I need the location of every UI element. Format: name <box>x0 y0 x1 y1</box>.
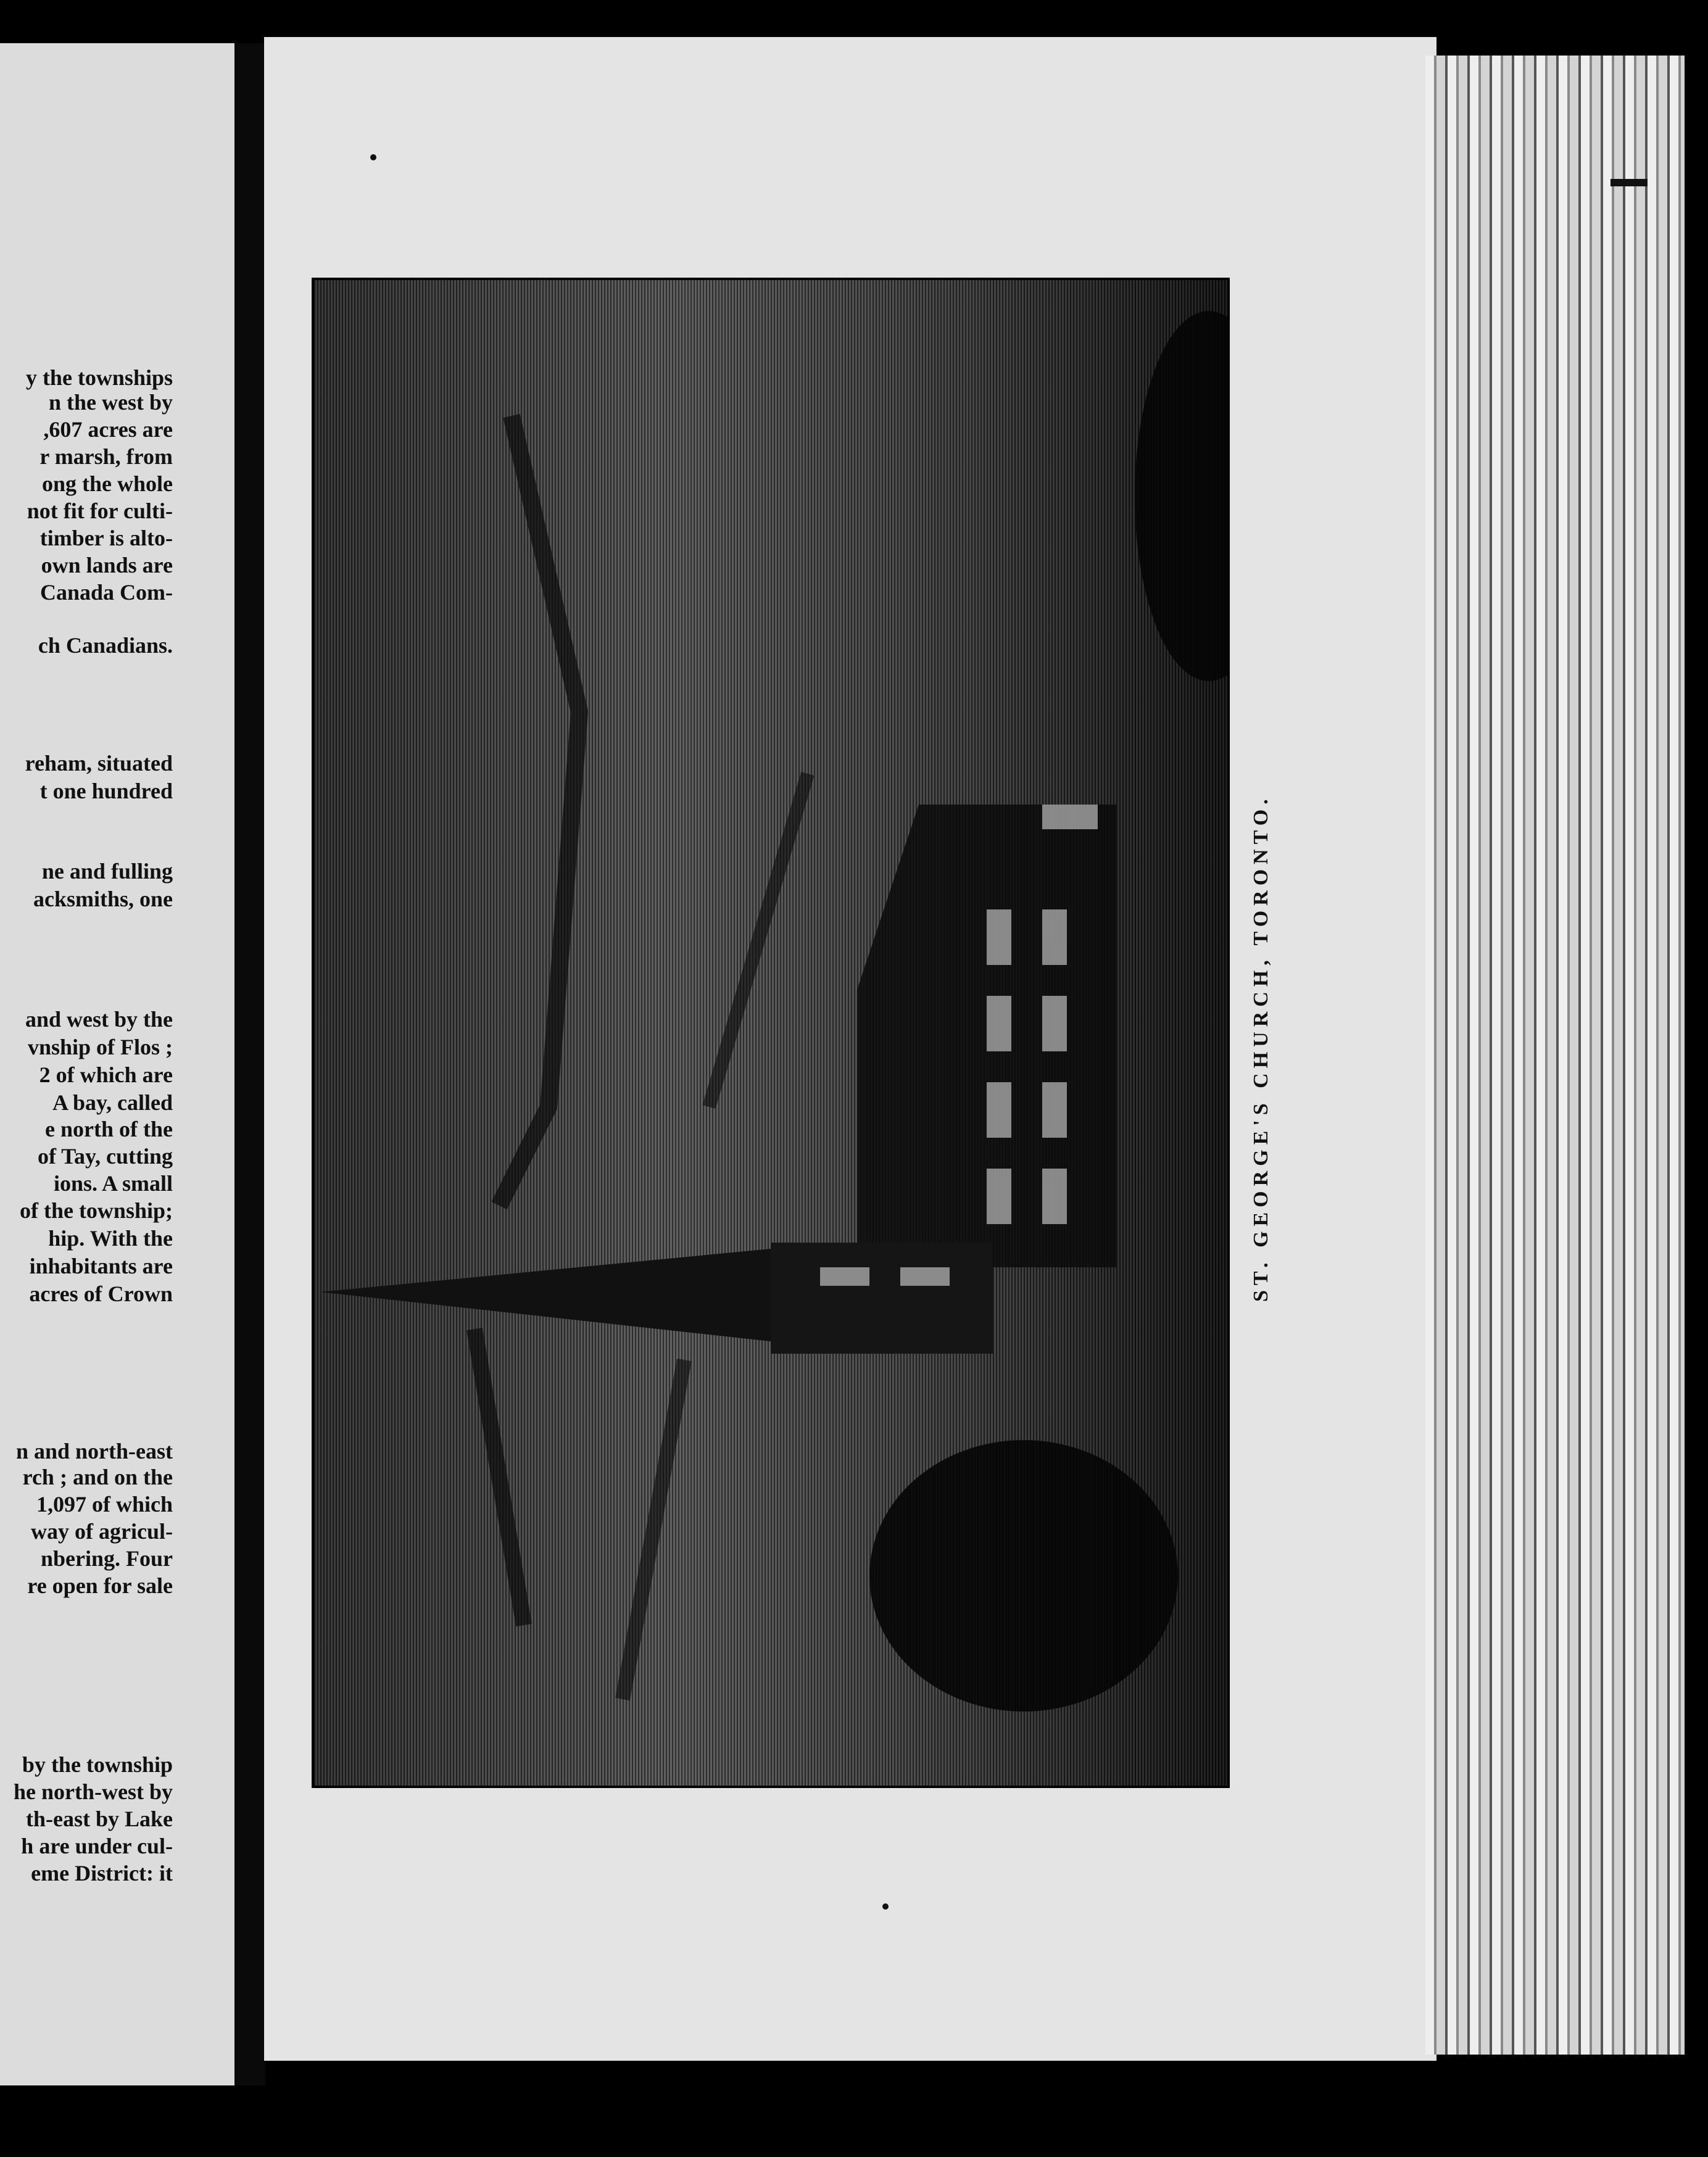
left-page-text-line: n the west by <box>48 390 173 415</box>
left-page-text-line: eme District: it <box>31 1861 173 1886</box>
church-spire-shape <box>320 1249 771 1341</box>
left-page-text-line: th-east by Lake <box>25 1807 173 1831</box>
cloud-streak <box>709 774 808 1107</box>
left-page-text-line: e north of the <box>45 1117 173 1141</box>
left-page-text-line: reham, situated <box>25 751 173 776</box>
left-page-text-line: acksmiths, one <box>33 887 173 911</box>
page-edges <box>1425 56 1685 2055</box>
left-page-text-line: ions. A small <box>53 1171 173 1196</box>
ink-speck <box>882 1903 889 1910</box>
left-page-text-line: re open for sale <box>27 1573 173 1598</box>
left-page-text-line: way of agricul- <box>31 1519 173 1544</box>
engraving-illustration <box>314 280 1227 1786</box>
left-page-text-line: r marsh, from <box>39 444 173 469</box>
left-page-text-line: vnship of Flos ; <box>27 1035 173 1059</box>
left-page-text-line: own lands are <box>41 553 173 578</box>
left-page-text-line: ,607 acres are <box>43 417 173 442</box>
left-page-text-line: and west by the <box>25 1007 173 1032</box>
plate-caption: ST. GEORGE'S CHURCH, TORONTO. <box>1250 794 1272 1302</box>
left-page-text-line: hip. With the <box>48 1226 173 1251</box>
left-page-text-line: timber is alto- <box>39 526 173 550</box>
left-page-text-line: of Tay, cutting <box>37 1144 173 1169</box>
left-page-text-line: n and north-east <box>15 1439 173 1464</box>
church-engraving-plate <box>312 278 1230 1788</box>
left-page-text-line: t one hundred <box>39 779 173 803</box>
left-page <box>0 43 234 2085</box>
left-page-text-line: not fit for culti- <box>27 499 173 523</box>
left-page-text-line: of the township; <box>19 1198 173 1223</box>
left-page-text-line: y the townships <box>25 365 173 390</box>
left-page-text-line: 1,097 of which <box>36 1492 173 1517</box>
tree-shape <box>869 1440 1178 1712</box>
left-page-text-line: rch ; and on the <box>22 1465 173 1489</box>
left-page-text-line: nbering. Four <box>40 1546 173 1571</box>
cloud-streak <box>499 416 579 1206</box>
left-page-text-line: ch Canadians. <box>38 633 173 658</box>
left-page-text-line: h are under cul- <box>21 1834 173 1858</box>
left-page-text-line: Canada Com- <box>39 580 173 605</box>
tree-shape <box>1135 311 1227 681</box>
left-page-text-line: by the township <box>22 1752 173 1777</box>
left-page-text-line: ong the whole <box>41 471 173 496</box>
cloud-streak <box>475 1329 524 1625</box>
left-page-text-line: A bay, called <box>52 1090 173 1115</box>
book-gutter <box>234 43 265 2085</box>
bookmark-mark <box>1611 179 1648 186</box>
cloud-streak <box>623 1360 684 1699</box>
left-page-text-line: inhabitants are <box>29 1254 173 1278</box>
left-page-text-line: he north-west by <box>14 1779 173 1804</box>
ink-speck <box>370 154 376 160</box>
church-tower-shape <box>771 1243 993 1354</box>
left-page-text-line: ne and fulling <box>41 859 173 884</box>
left-page-text-line: 2 of which are <box>39 1062 173 1087</box>
left-page-text-line: acres of Crown <box>29 1281 173 1306</box>
